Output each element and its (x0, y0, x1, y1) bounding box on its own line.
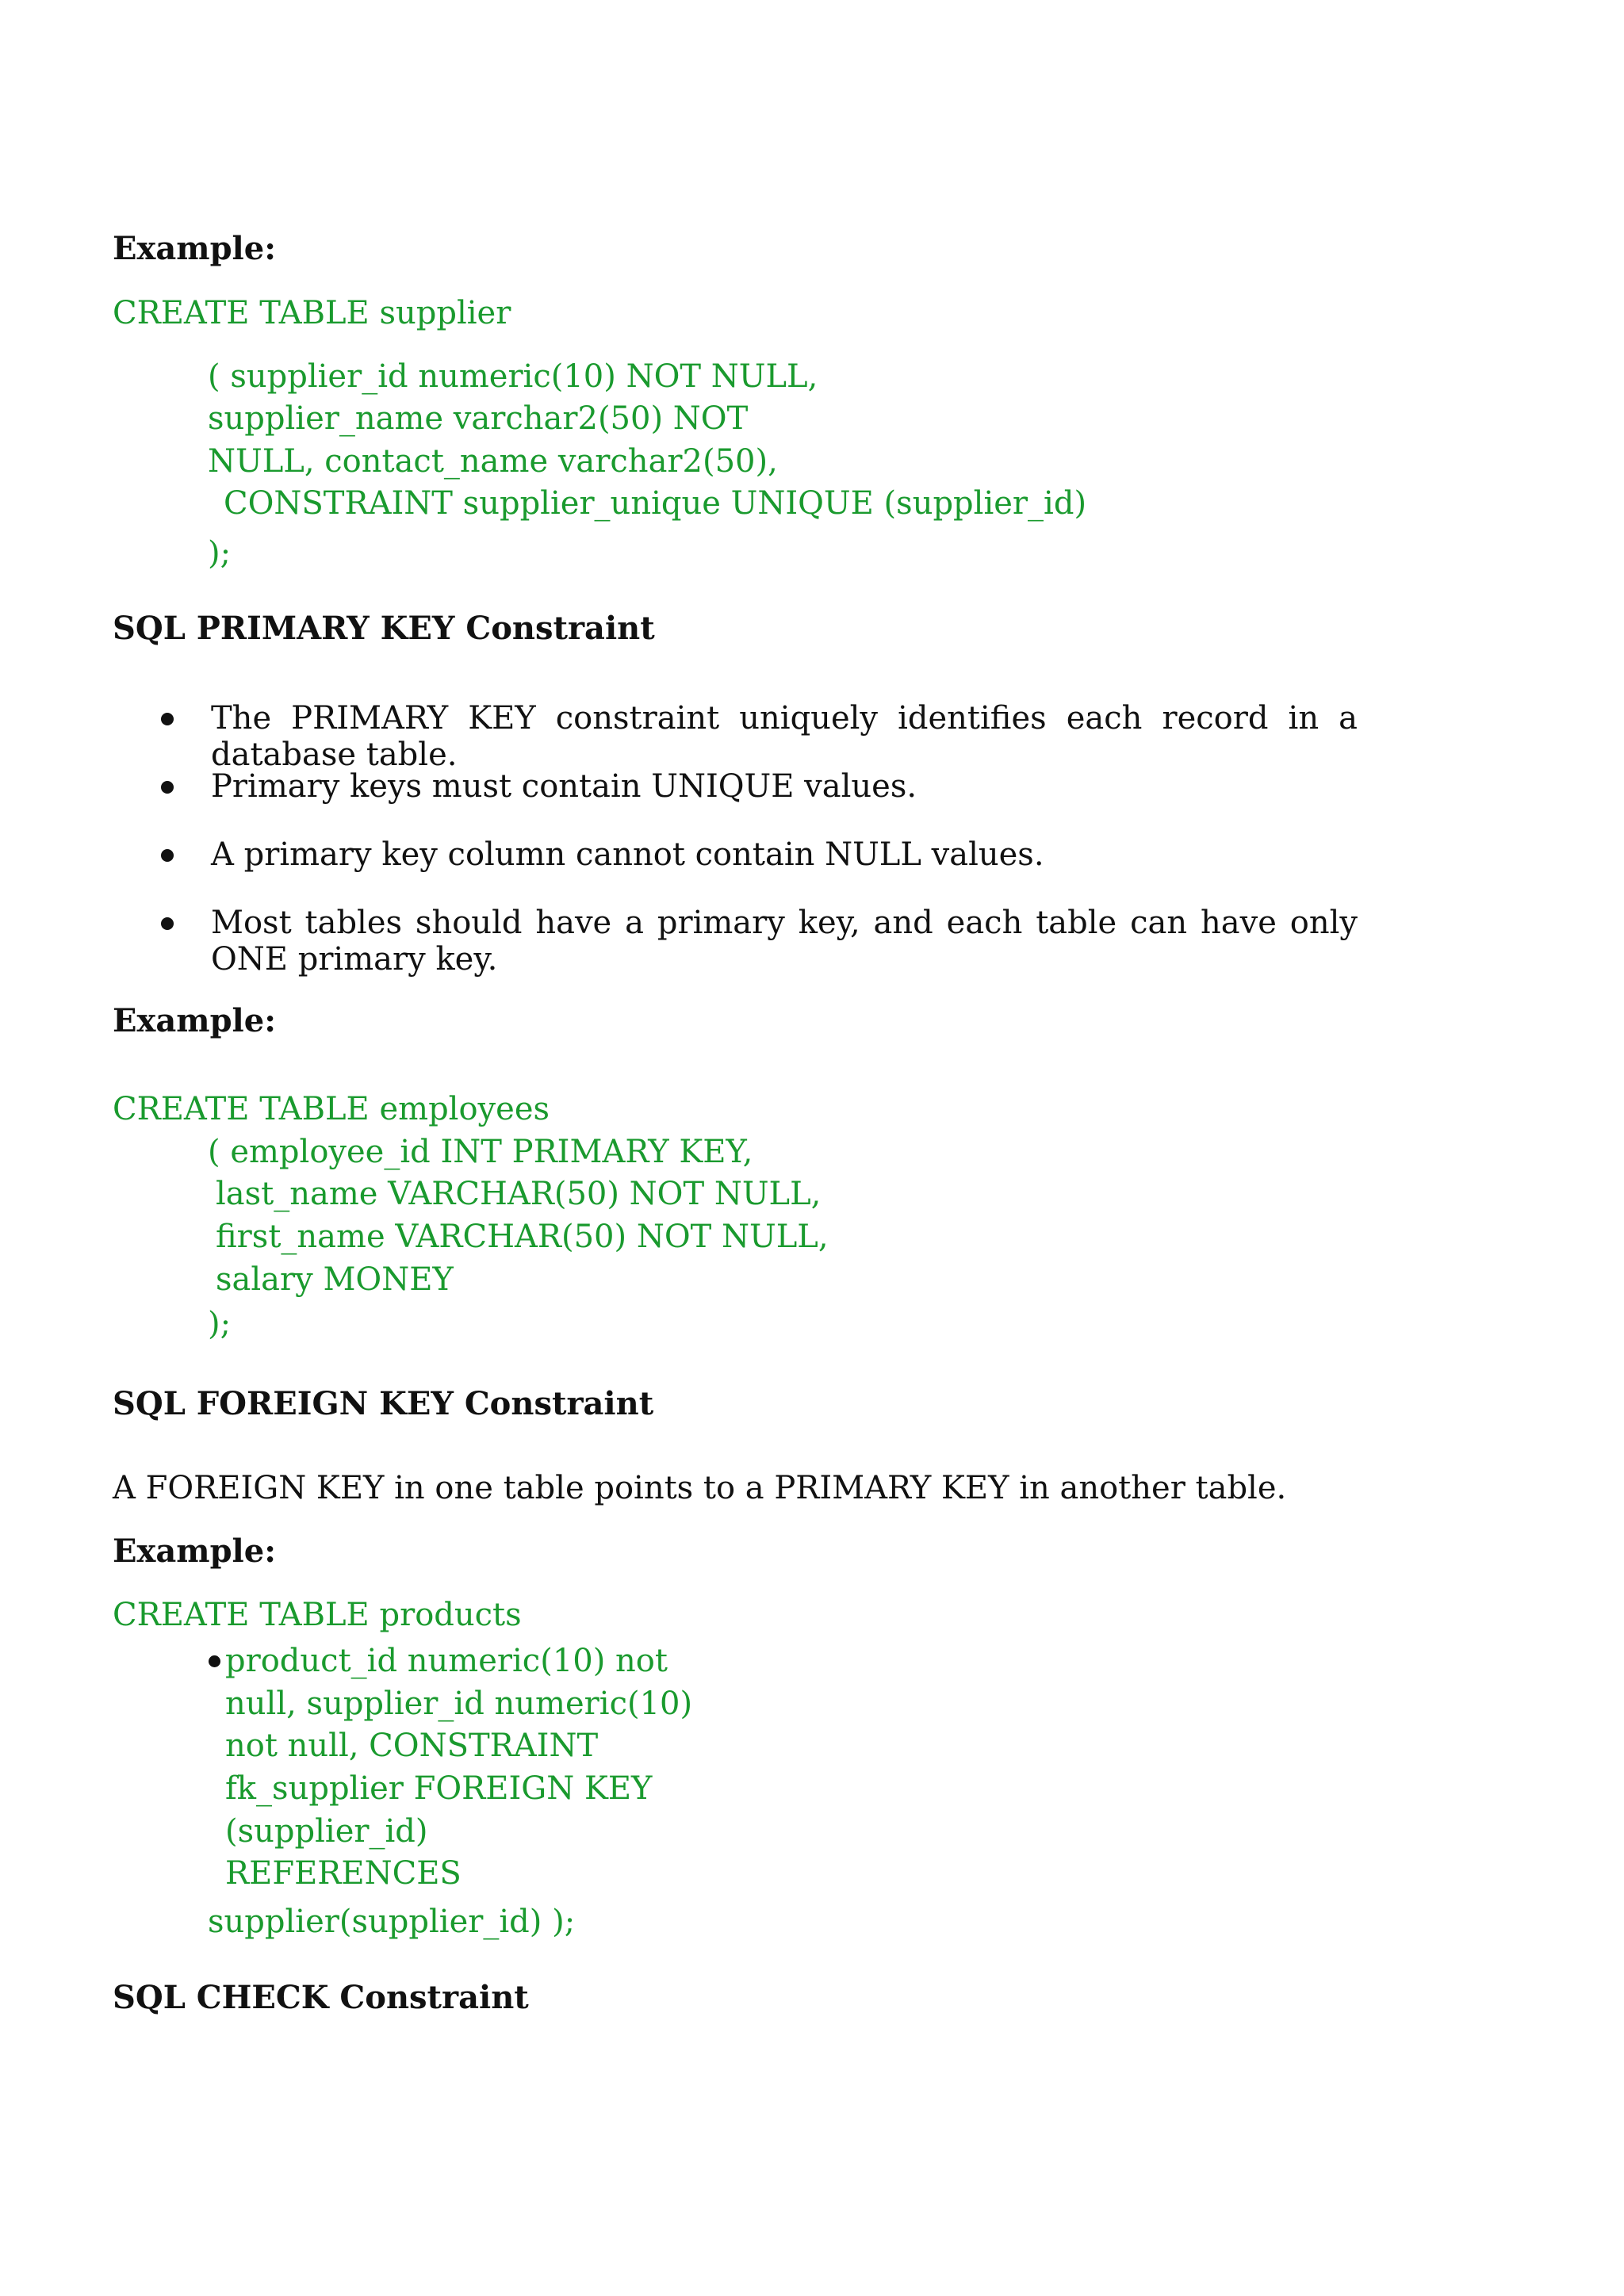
code-line: product_id numeric(10) not (225, 1643, 668, 1679)
example-label: Example: (113, 1533, 276, 1570)
bullet-icon (209, 1655, 220, 1667)
bullet-icon (161, 917, 174, 930)
code-line: first_name VARCHAR(50) NOT NULL, (216, 1219, 829, 1255)
code-line: ); (208, 535, 232, 572)
code-line: REFERENCES (225, 1855, 462, 1892)
example-label: Example: (113, 230, 276, 267)
section-description: A FOREIGN KEY in one table points to a PRIMARY KEY in another table. (113, 1470, 1287, 1506)
code-line: CREATE TABLE products (113, 1597, 522, 1633)
bullet-item: The PRIMARY KEY constraint uniquely identifies each record in a database table. (211, 700, 1358, 773)
code-line: ( supplier_id numeric(10) NOT NULL, (208, 358, 818, 395)
section-heading: SQL FOREIGN KEY Constraint (113, 1385, 654, 1422)
bullet-icon (161, 781, 174, 794)
code-line: NULL, contact_name varchar2(50), (208, 443, 778, 480)
section-heading: SQL CHECK Constraint (113, 1979, 529, 2016)
example-label: Example: (113, 1002, 276, 1039)
code-line: supplier(supplier_id) ); (208, 1904, 576, 1940)
code-line: CREATE TABLE supplier (113, 295, 511, 331)
code-line: fk_supplier FOREIGN KEY (225, 1770, 653, 1807)
code-line: not null, CONSTRAINT (225, 1728, 599, 1764)
code-line: supplier_name varchar2(50) NOT (208, 400, 749, 437)
code-line: ( employee_id INT PRIMARY KEY, (208, 1134, 753, 1170)
bullet-item: A primary key column cannot contain NULL values. (211, 836, 1044, 873)
bullet-item: Primary keys must contain UNIQUE values. (211, 768, 917, 805)
bullet-icon (161, 849, 174, 862)
code-line: ); (208, 1306, 232, 1342)
code-line: salary MONEY (216, 1261, 454, 1298)
code-line: CONSTRAINT supplier_unique UNIQUE (supplier_id) (224, 485, 1087, 522)
code-line: CREATE TABLE employees (113, 1091, 550, 1127)
code-line: last_name VARCHAR(50) NOT NULL, (216, 1176, 822, 1212)
bullet-item: Most tables should have a primary key, and each table can have only ONE primary key. (211, 905, 1358, 978)
bullet-icon (161, 713, 174, 725)
section-heading: SQL PRIMARY KEY Constraint (113, 610, 655, 647)
code-line: null, supplier_id numeric(10) (225, 1686, 693, 1722)
code-line: (supplier_id) (225, 1813, 428, 1850)
